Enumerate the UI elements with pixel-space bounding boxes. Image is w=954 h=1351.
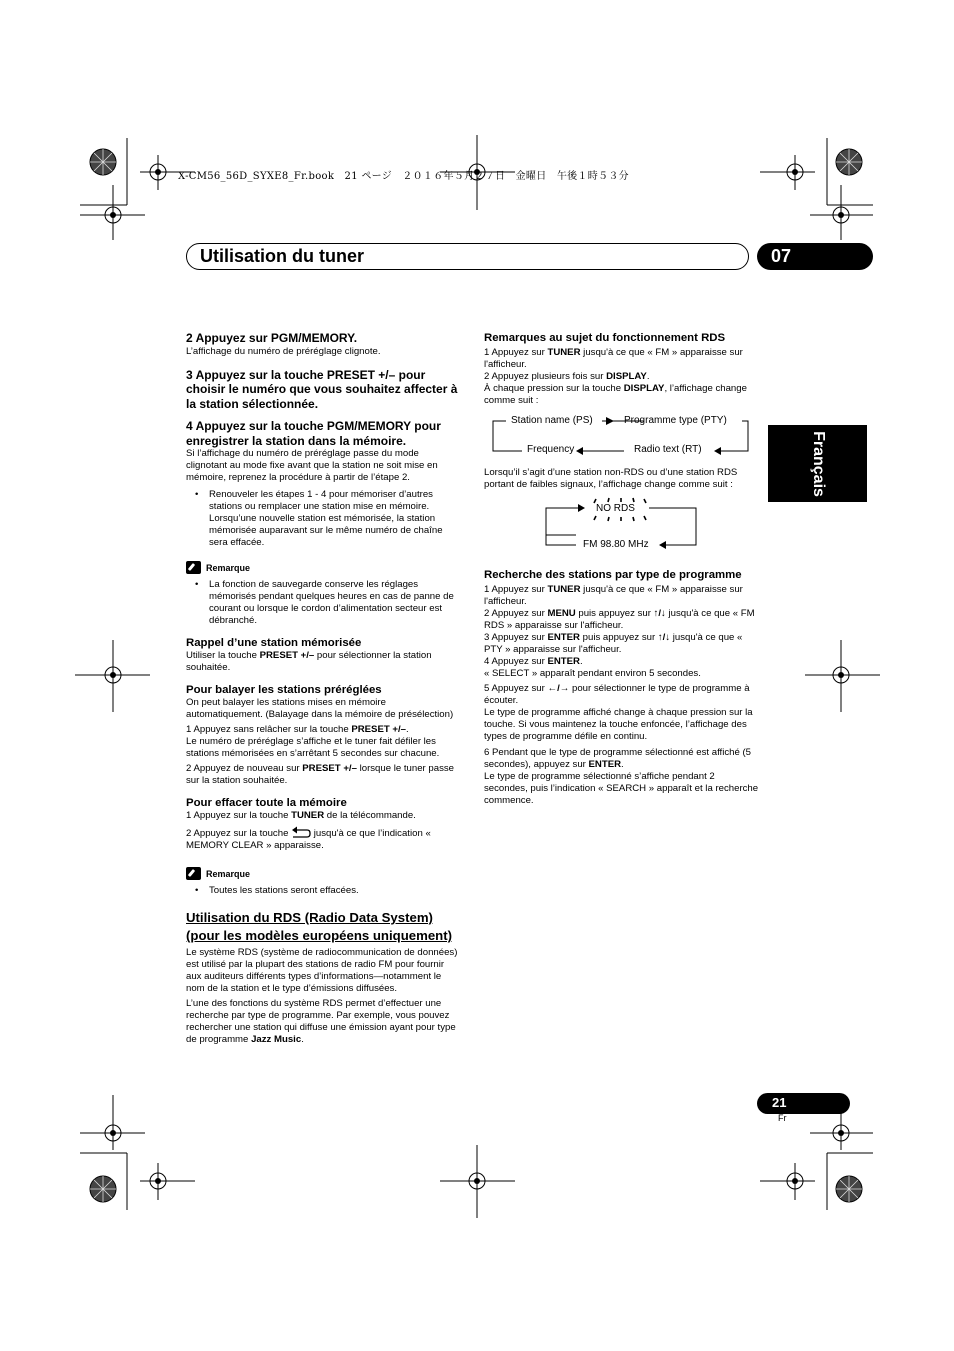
step-4-heading: 4 Appuyez sur la touche PGM/MEMORY pour enregistrer la station dans la mémoire.	[186, 419, 441, 448]
right-column	[484, 331, 760, 807]
scan-text: On peut balayer les stations mises en mémoire automatiquement. (Balayage dans la mémoire de présélection)	[186, 697, 454, 720]
pty-step-3: 3 Appuyez sur ENTER puis appuyez sur ↑/↓ jusqu'à ce que « PTY » apparaisse sur l'afficheur.	[484, 632, 743, 655]
pty-step-2: 2 Appuyez sur MENU puis appuyez sur ↑/↓ jusqu'à ce que « FM RDS » apparaisse sur l'afficheur.	[484, 608, 755, 631]
step-3-heading: 3 Appuyez sur la touche PRESET +/– pour choisir le numéro que vous souhaitez affecter à la station sélectionnée.	[186, 367, 458, 411]
radio-text-label: Radio text (RT)	[634, 444, 702, 455]
print-header: X-CM56_56D_SYXE8_Fr.book 21 ページ ２０１６年５月２７日 金曜日 午後１時５３分	[178, 171, 629, 182]
programme-type-label: Programme type (PTY)	[624, 415, 727, 426]
pty-step-6-text: Le type de programme sélectionné s’affiche pendant 2 secondes, puis l’indication « SEARCH » apparaît et la recherche commence.	[484, 771, 759, 806]
frequency-label: Frequency	[527, 444, 575, 455]
page-language-code: Fr	[778, 1113, 787, 1123]
pty-step-1: 1 Appuyez sur TUNER jusqu'à ce que « FM » apparaisse sur l'afficheur.	[484, 584, 743, 607]
display-cycle-diagram	[484, 407, 760, 465]
clear-heading: Pour effacer toute la mémoire	[186, 797, 347, 809]
rds-notes-heading: Remarques au sujet du fonctionnement RDS	[484, 332, 726, 344]
fm-frequency-label: FM 98.80 MHz	[583, 539, 649, 550]
station-name-label: Station name (PS)	[511, 415, 593, 426]
step-2-heading: 2 Appuyez sur PGM/MEMORY.	[186, 331, 358, 345]
rds-note-2-text: À chaque pression sur la touche DISPLAY, l’affichage change comme suit :	[484, 383, 747, 406]
page-number-badge	[757, 1093, 850, 1114]
pty-step-4: 4 Appuyez sur ENTER.	[484, 656, 583, 667]
note-1: Remarque	[186, 561, 462, 574]
step-2-text: L’affichage du numéro de préréglage clignote.	[186, 345, 381, 357]
step-4-bullet: • Renouveler les étapes 1 - 4 pour mémoriser d’autres stations ou remplacer une station mise en mémoire. Lorsqu’une nouvelle station est mémorisée, la station mémorisée auparavant sur le même numéro de chaîne sera effacée.	[195, 489, 443, 548]
page-number: 21	[772, 1095, 787, 1110]
language-label: Français	[809, 430, 827, 497]
pty-step-6: 6 Pendant que le type de programme sélectionné est affiché (5 secondes), appuyez sur ENTER.	[484, 747, 752, 770]
no-rds-label: NO RDS	[596, 503, 635, 514]
note-2: Remarque	[186, 867, 462, 880]
pty-step-4-text: « SELECT » apparaît pendant environ 5 secondes.	[484, 668, 701, 679]
page-title: Utilisation du tuner	[200, 246, 364, 266]
note-icon	[186, 867, 201, 880]
return-icon	[291, 826, 311, 838]
non-rds-diagram	[484, 491, 760, 561]
recall-heading: Rappel d’une station mémorisée	[186, 637, 362, 649]
clear-step-2: 2 Appuyez sur la touche jusqu'à ce que l’indication « MEMORY CLEAR » apparaisse.	[186, 828, 431, 851]
pty-search-heading: Recherche des stations par type de programme	[484, 569, 742, 581]
recall-text: Utiliser la touche PRESET +/– pour sélectionner la station souhaitée.	[186, 650, 432, 673]
scan-step-1: 1 Appuyez sans relâcher sur la touche PRESET +/–.	[186, 724, 409, 735]
pty-step-5: 5 Appuyez sur ←/→ pour sélectionner le type de programme à écouter.	[484, 683, 750, 706]
note-2-bullet: • Toutes les stations seront effacées.	[195, 885, 359, 896]
non-rds-text: Lorsqu’il s’agit d’une station non-RDS ou d’une station RDS portant de faibles signaux, l’affichage change comme suit :	[484, 467, 738, 490]
step-4-text: Si l’affichage du numéro de préréglage passe du mode clignotant au mode fixe avant que la station ne soit mise en mémoire, reprenez la procédure à partir de l’étape 2.	[186, 448, 438, 483]
rds-heading-line-1: Utilisation du RDS (Radio Data System)	[186, 910, 433, 925]
rds-heading-line-2: (pour les modèles européens uniquement)	[186, 928, 452, 943]
language-tab	[768, 425, 867, 502]
scan-heading: Pour balayer les stations préréglées	[186, 684, 382, 696]
left-column	[186, 331, 462, 1046]
chapter-number: 07	[771, 246, 792, 266]
scan-step-2: 2 Appuyez de nouveau sur PRESET +/– lorsque le tuner passe sur la station souhaitée.	[186, 763, 454, 786]
rds-paragraph-2: L’une des fonctions du système RDS permet d’effectuer une recherche par type de programme. Par exemple, vous pouvez rechercher une station qui diffuse une émission ayant pour type de programme Jazz Music.	[186, 998, 456, 1045]
rds-paragraph-1: Le système RDS (système de radiocommunication de données) est utilisé par la plupart des stations de radio FM pour fournir aux auditeurs différents types d’informations—notamment le nom de la station et le type d’émissions diffusées.	[186, 947, 458, 994]
scan-step-1-text: Le numéro de préréglage s’affiche et le tuner fait défiler les stations mémorisées en s’arrêtant 5 secondes sur chacune.	[186, 736, 440, 759]
pty-step-5-text: Le type de programme affiché change à chaque pression sur la touche. Si vous maintenez la touche enfoncée, l’affichage des types de programme défile en continu.	[484, 707, 753, 742]
clear-step-1: 1 Appuyez sur la touche TUNER de la télécommande.	[186, 810, 416, 821]
note-1-bullet: • La fonction de sauvegarde conserve les réglages mémorisés pendant quelques heures en cas de panne de courant ou lorsque le cordon d’alimentation secteur est débranché.	[195, 579, 454, 626]
note-icon	[186, 561, 201, 574]
rds-note-2: 2 Appuyez plusieurs fois sur DISPLAY.	[484, 371, 650, 382]
rds-note-1: 1 Appuyez sur TUNER jusqu'à ce que « FM » apparaisse sur l'afficheur.	[484, 347, 743, 370]
